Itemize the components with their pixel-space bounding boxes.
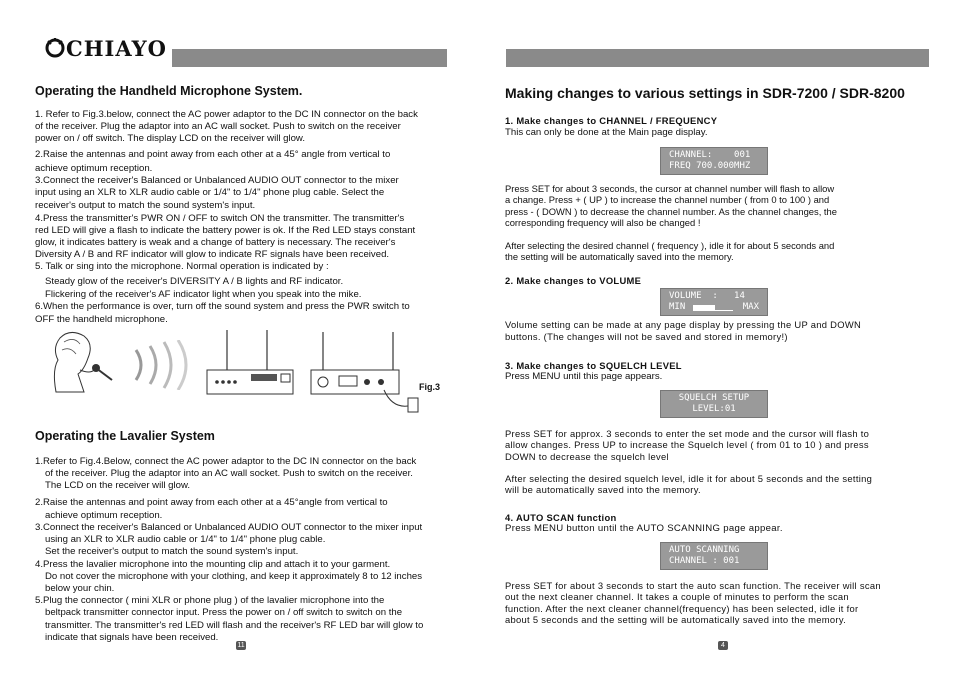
s1-after-line: the setting will be automatically saved into the memory. — [505, 251, 734, 263]
lcd-channel-frequency — [660, 147, 768, 175]
s1-body — [505, 183, 925, 229]
s2-heading: 2. Make changes to VOLUME — [505, 275, 642, 286]
s2-line: 2.Raise the antennas and point away from each other at a 45°angle from vertical to — [35, 496, 388, 508]
s1-body-line: corresponding frequency will also be changed ! — [505, 217, 701, 229]
section1-title: Operating the Handheld Microphone System. — [35, 84, 303, 98]
s1-line: 1. Refer to Fig.3.below, connect the AC power adaptor to the DC IN connector on the back — [35, 109, 418, 120]
lcd3-line: SQUELCH SETUP — [678, 393, 750, 403]
s1-intro: This can only be done at the Main page display. — [505, 127, 708, 138]
receiver-front-icon — [205, 330, 295, 400]
page-number-left: 11 — [237, 642, 245, 649]
s2-line: of the receiver. Plug the adaptor into an AC wall socket. Push to switch on the receiver. — [45, 468, 413, 480]
s1-line: glow, it indicates battery is weak and a change of battery is necessary. The receiver's — [35, 237, 396, 249]
lcd2-line: VOLUME : 14 — [669, 291, 745, 301]
s2-line: below your chin. — [45, 583, 115, 595]
fig-label: Fig.3 — [419, 382, 441, 392]
s2-line: achieve optimum reception. — [45, 509, 163, 521]
s1-line: receiver's output to match the sound system's input. — [35, 200, 256, 212]
s2-line: using an XLR to XLR audio cable or 1/4" to 1/4" phone plug cable. — [45, 534, 326, 546]
s3-intro: Press MENU until this page appears. — [505, 371, 663, 382]
right-header-bar — [506, 49, 929, 67]
singer-illustration-icon — [50, 330, 125, 396]
sound-waves-icon — [128, 340, 198, 390]
s2-line: indicate that signals have been received. — [45, 631, 219, 643]
s2-line: 5.Plug the connector ( mini XLR or phone plug ) of the lavalier microphone into the — [35, 595, 385, 607]
s4-body — [505, 580, 935, 626]
lcd2-min: MIN — [669, 302, 686, 312]
s3-after-line: After selecting the desired squelch level, idle it for about 5 seconds and the setting — [505, 473, 873, 484]
s1-line: 2.Raise the antennas and point away from each other at a 45° angle from vertical to — [35, 148, 391, 160]
s4-heading: 4. AUTO SCAN function — [505, 512, 617, 523]
section1-body — [35, 109, 455, 326]
section2-body — [35, 456, 455, 644]
s1-line: of the receiver. Plug the adaptor into an AC wall socket. Push to switch on the receiver — [35, 121, 401, 133]
volume-level-bar — [693, 305, 715, 311]
lcd-auto-scan — [660, 542, 768, 570]
s1-indent-line: Flickering of the receiver's AF indicator light when you speak into the mike. — [45, 288, 362, 300]
page-number-right: 4 — [718, 641, 728, 650]
power-adaptor-icon — [382, 388, 422, 418]
s1-line: power on / off switch. The display LCD on the receiver will glow. — [35, 133, 305, 145]
s3-heading: 3. Make changes to SQUELCH LEVEL — [505, 360, 682, 371]
lcd4-line: CHANNEL : 001 — [669, 556, 740, 566]
s1-line: input using an XLR to XLR audio cable or 1/4" to 1/4" phone plug cable. Select the — [35, 187, 385, 199]
s2-line: beltpack transmitter connector input. Press the power on / off switch to switch on the — [45, 607, 403, 619]
s1-body-line: Press SET for about 3 seconds, the cursor at channel number will flash to allow — [505, 183, 835, 194]
figure-3 — [50, 330, 450, 420]
s1-body-line: a change. Press + ( UP ) to increase the channel number ( from 0 to 100 ) and — [505, 194, 830, 206]
s1-line: 4.Press the transmitter's PWR ON / OFF to switch ON the transmitter. The transmitter's — [35, 212, 405, 224]
s1-line: achieve optimum reception. — [35, 162, 153, 174]
lcd-squelch — [660, 390, 768, 418]
s2-line: 4.Press the lavalier microphone into the mounting clip and attach it to your garment. — [35, 558, 391, 570]
s4-intro: Press MENU button until the AUTO SCANNING page appear. — [505, 523, 783, 534]
s4-body-line: out the next cleaner channel. It takes a couple of minutes to perform the scan — [505, 591, 849, 603]
s4-body-line: function. After the next cleaner channel(frequency) has been selected, idle it for — [505, 602, 859, 614]
lcd-volume — [660, 288, 768, 316]
s1-indent-line: Steady glow of the receiver's DIVERSITY A / B lights and RF indicator. — [45, 275, 344, 287]
s1-line: red LED will give a flash to indicate the battery power is ok. If the Red LED stays constant — [35, 224, 416, 236]
lcd1-line: FREQ 700.000MHZ — [669, 161, 751, 171]
s3-body-line: allow changes. Press UP to increase the Squelch level ( from 01 to 10 ) and press — [505, 439, 869, 451]
s2-line: transmitter. The transmitter's red LED will flash and the receiver's RF LED bar will glow to — [45, 619, 424, 631]
lcd1-line: CHANNEL: 001 — [669, 150, 751, 160]
s2-line: Set the receiver's output to match the sound system's input. — [45, 546, 299, 558]
s2-body — [505, 319, 925, 343]
s2-line: The LCD on the receiver will glow. — [45, 480, 191, 492]
logo-text: CHIAYO — [66, 36, 167, 61]
s2-line: 3.Connect the receiver's Balanced or Unbalanced AUDIO OUT connector to the mixer input — [35, 522, 423, 534]
s1-heading: 1. Make changes to CHANNEL / FREQUENCY — [505, 115, 718, 126]
s1-after-line: After selecting the desired channel ( frequency ), idle it for about 5 seconds and — [505, 240, 835, 251]
s3-body-line: Press SET for approx. 3 seconds to enter the set mode and the cursor will flash to — [505, 428, 870, 439]
s3-after-line: will be automatically saved into the memory. — [505, 484, 701, 496]
section2-title: Operating the Lavalier System — [35, 429, 215, 443]
s1-line: OFF the handheld microphone. — [35, 314, 168, 326]
s3-after — [505, 473, 925, 496]
s4-body-line: Press SET for about 3 seconds to start the auto scan function. The receiver will scan — [505, 580, 881, 591]
s4-body-line: about 5 seconds and the setting will be automatically saved into the memory. — [505, 614, 847, 626]
lcd2-scale — [669, 302, 759, 313]
s3-body — [505, 428, 925, 462]
s1-after — [505, 240, 925, 263]
s2-body-line: buttons. (The changes will not be saved and stored in memory!) — [505, 330, 788, 342]
s2-body-line: Volume setting can be made at any page display by pressing the UP and DOWN — [505, 319, 862, 330]
s1-body-line: press - ( DOWN ) to decrease the channel number. As the channel changes, the — [505, 205, 837, 217]
s3-body-line: DOWN to decrease the squelch level — [505, 450, 669, 462]
s1-line: Diversity A / B and RF indicator will glow to indicate RF signals have been received. — [35, 249, 390, 261]
chiayo-emblem-icon — [44, 37, 66, 59]
lcd4-line: AUTO SCANNING — [669, 545, 740, 555]
s2-line: 1.Refer to Fig.4.Below, connect the AC power adaptor to the DC IN connector on the back — [35, 456, 417, 467]
lcd3-line: LEVEL:01 — [692, 404, 736, 414]
s1-line: 5. Talk or sing into the microphone. Normal operation is indicated by : — [35, 261, 329, 273]
right-title: Making changes to various settings in SDR-7200 / SDR-8200 — [505, 85, 905, 101]
s1-line: 6.When the performance is over, turn off the sound system and press the PWR switch to — [35, 301, 410, 313]
volume-scale-line — [715, 310, 733, 311]
lcd2-max: MAX — [742, 302, 759, 312]
s2-line: Do not cover the microphone with your clothing, and keep it approximately 8 to 12 inches — [45, 570, 423, 582]
s1-line: 3.Connect the receiver's Balanced or Unbalanced AUDIO OUT connector to the mixer — [35, 175, 399, 187]
left-header-bar — [172, 49, 447, 67]
